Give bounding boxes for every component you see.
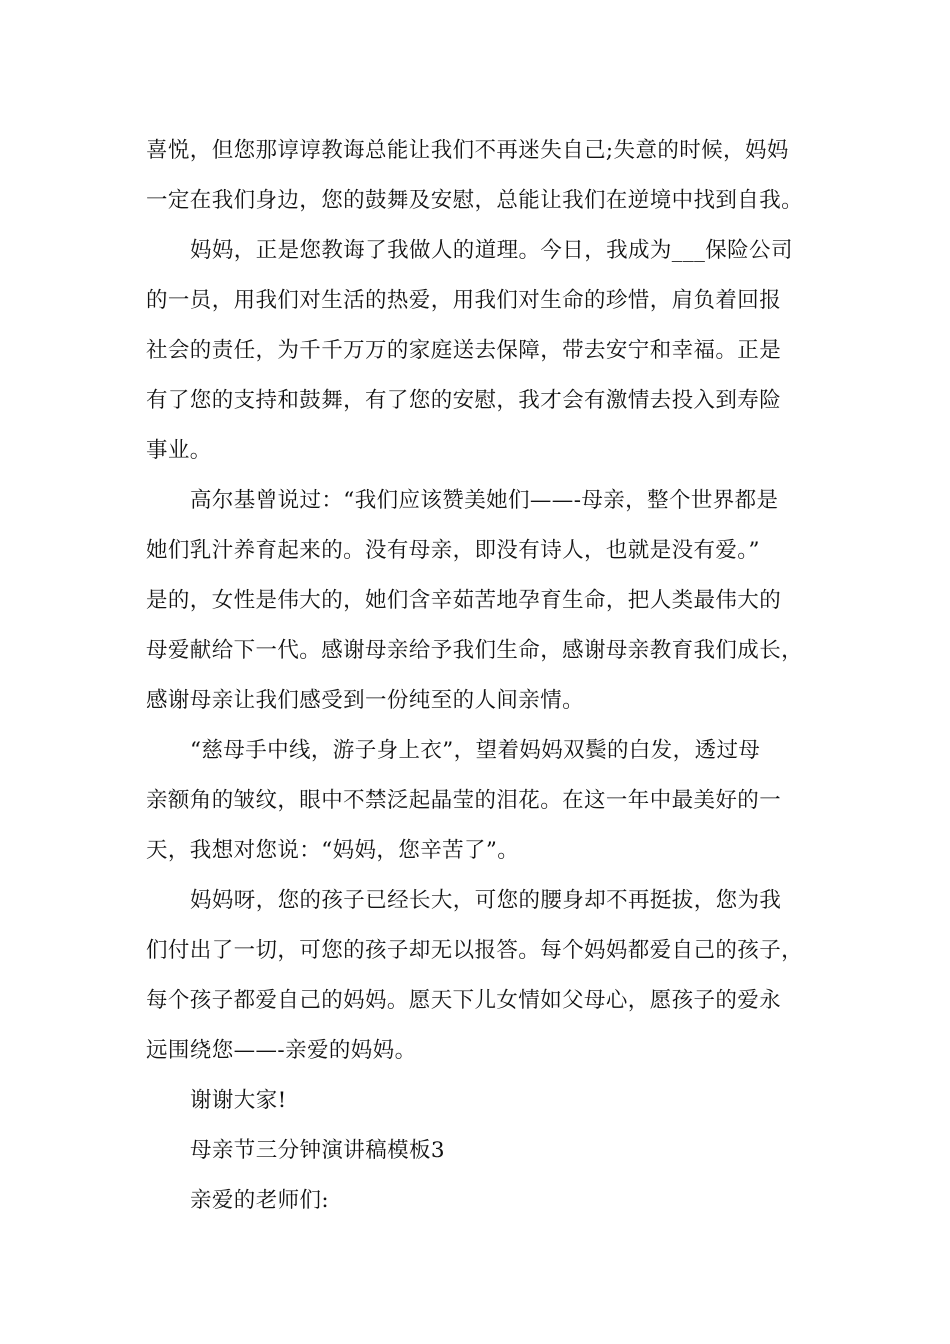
- text-line: 感谢母亲让我们感受到一份纯至的人间亲情。: [146, 688, 585, 713]
- section-heading: 母亲节三分钟演讲稿模板3: [190, 1138, 445, 1163]
- closing-line: 谢谢大家!: [190, 1088, 287, 1113]
- paragraph-start-line: “慈母手中线，游子身上衣”，望着妈妈双鬓的白发，透过母: [190, 738, 761, 763]
- text-line: 事业。: [146, 438, 212, 463]
- text-line: 社会的责任，为千千万万的家庭送去保障，带去安宁和幸福。正是: [146, 338, 782, 363]
- text-line: 是的，女性是伟大的，她们含辛茹苦地孕育生命，把人类最伟大的: [146, 588, 782, 613]
- text-line: 亲额角的皱纹，眼中不禁泛起晶莹的泪花。在这一年中最美好的一: [146, 788, 782, 813]
- text-line: 她们乳汁养育起来的。没有母亲，即没有诗人，也就是没有爱。”: [146, 538, 760, 563]
- salutation-line: 亲爱的老师们:: [190, 1188, 330, 1213]
- text-line: 的一员，用我们对生活的热爱，用我们对生命的珍惜，肩负着回报: [146, 288, 782, 313]
- text-line: 一定在我们身边，您的鼓舞及安慰，总能让我们在逆境中找到自我。: [146, 188, 804, 213]
- text-line: 远围绕您——-亲爱的妈妈。: [146, 1038, 417, 1063]
- text-line: 们付出了一切，可您的孩子却无以报答。每个妈妈都爱自己的孩子，: [146, 938, 804, 963]
- paragraph-start-line: 妈妈呀，您的孩子已经长大，可您的腰身却不再挺拔，您为我: [190, 888, 782, 913]
- text-line: 每个孩子都爱自己的妈妈。愿天下儿女情如父母心，愿孩子的爱永: [146, 988, 782, 1013]
- text-line: 有了您的支持和鼓舞，有了您的安慰，我才会有激情去投入到寿险: [146, 388, 782, 413]
- text-line: 天，我想对您说：“妈妈，您辛苦了”。: [146, 838, 520, 863]
- paragraph-start-line: 妈妈，正是您教诲了我做人的道理。今日，我成为___保险公司: [190, 238, 793, 263]
- text-line: 母爱献给下一代。感谢母亲给予我们生命，感谢母亲教育我们成长，: [146, 638, 804, 663]
- text-line: 喜悦，但您那谆谆教诲总能让我们不再迷失自己;失意的时候，妈妈: [146, 138, 789, 163]
- paragraph-start-line: 高尔基曾说过：“我们应该赞美她们——-母亲，整个世界都是: [190, 488, 779, 513]
